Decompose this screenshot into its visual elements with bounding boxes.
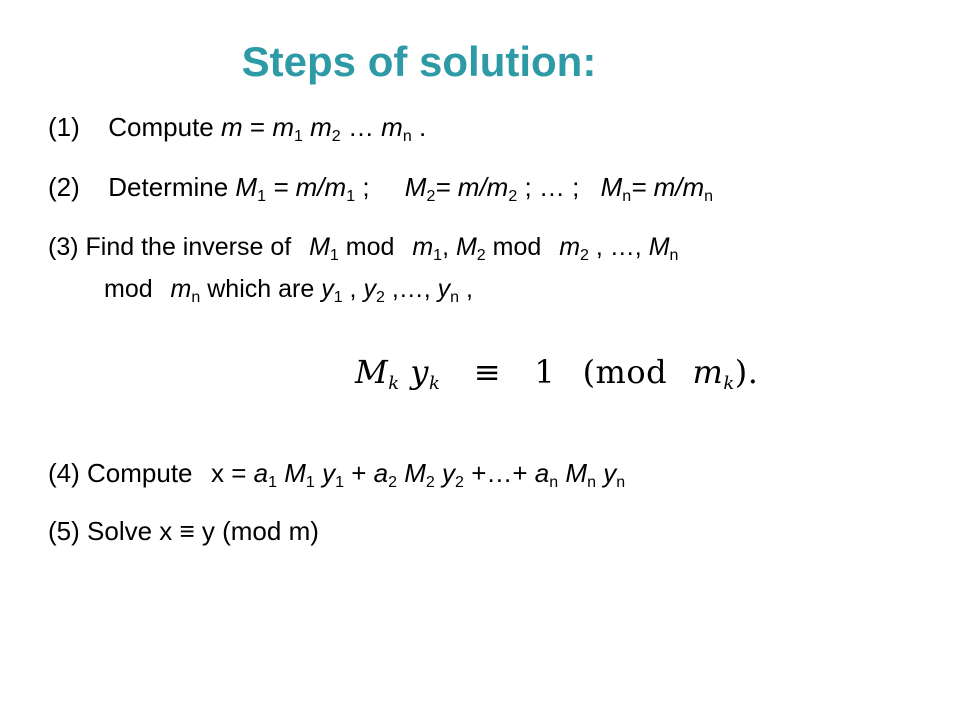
math-var: m	[412, 233, 434, 261]
math-var: y	[322, 458, 336, 488]
step-1	[48, 110, 426, 144]
subscript: n	[704, 188, 714, 205]
subscript: 2	[425, 474, 435, 491]
math-var: m	[559, 233, 581, 261]
step-2-verb: Determine	[108, 172, 229, 202]
math-var: M	[565, 458, 588, 488]
math-var: m	[272, 112, 294, 142]
subscript: n	[587, 474, 596, 491]
mod-word: mod	[345, 233, 395, 261]
math-var: M	[455, 233, 477, 261]
subscript: 1	[329, 247, 339, 264]
step-number: (3)	[48, 233, 79, 261]
step-3: (3) Find the inverse of $M_1$ mod $m_1$, $M_2$ mod $m_2$ , …, $M_n$	[48, 230, 678, 264]
subscript: n	[622, 188, 632, 205]
math-var: y	[437, 275, 451, 303]
subscript: 1	[268, 474, 278, 491]
math-var: y	[603, 458, 617, 488]
math-var: M	[309, 233, 330, 261]
lhs: x =	[210, 458, 247, 488]
math-var: y	[363, 275, 376, 303]
ellipsis: …	[347, 112, 374, 142]
subscript: n	[616, 474, 626, 491]
subscript: n	[402, 128, 412, 145]
equals-sign: =	[249, 112, 266, 142]
step-4	[48, 456, 625, 490]
math-var: M	[404, 172, 427, 202]
math-var: M	[648, 233, 670, 261]
math-var: m	[170, 275, 192, 303]
step-number: (4)	[48, 458, 80, 488]
math-var: y	[410, 353, 429, 391]
step-number: (1)	[48, 112, 80, 142]
step-1-verb: Compute	[108, 112, 214, 142]
plus-sign: +	[351, 458, 367, 488]
step-2	[48, 170, 713, 204]
separator: ;	[362, 172, 370, 202]
ellipsis: ,…,	[391, 275, 431, 303]
subscript: 1	[257, 188, 266, 205]
subscript: 1	[346, 188, 356, 205]
congruence-formula	[355, 352, 758, 392]
slide-title: Steps of solution:	[241, 38, 597, 85]
math-var: M	[235, 172, 258, 202]
math-var: M	[600, 172, 623, 202]
math-var: a	[253, 458, 269, 488]
math-var: M	[284, 458, 306, 488]
step-number: (5)	[48, 516, 80, 546]
math-var: a	[534, 458, 550, 488]
subscript: 2	[476, 247, 486, 264]
step-5-text: Solve x ≡ y (mod m)	[87, 516, 319, 546]
math-var: y	[442, 458, 456, 488]
subscript: 1	[335, 474, 344, 491]
math-var: M	[404, 458, 426, 488]
subscript: n	[549, 474, 559, 491]
math-var: m	[381, 112, 403, 142]
mod-open: (mod	[582, 353, 668, 391]
math-expr: = m/m	[631, 172, 705, 202]
subscript: n	[191, 289, 201, 306]
subscript: 2	[375, 289, 385, 306]
math-var: m	[692, 353, 724, 391]
step-3-text: Find the inverse of	[85, 233, 292, 261]
math-var: m	[220, 112, 243, 142]
math-expr: = m/m	[273, 172, 347, 202]
subscript: 2	[455, 474, 464, 491]
period: .	[418, 112, 427, 142]
subscript: 2	[580, 247, 589, 264]
separator: ; … ;	[524, 172, 580, 202]
step-5	[48, 514, 319, 548]
mod-close: ).	[734, 353, 759, 391]
math-var: M	[355, 353, 389, 391]
mid-ellipsis: +…+	[471, 458, 528, 488]
subscript: 1	[305, 474, 315, 491]
subscript: 1	[293, 128, 303, 145]
subscript: k	[428, 373, 441, 394]
equiv-sign: ≡	[473, 353, 502, 391]
subscript: n	[450, 289, 460, 306]
math-expr: = m/m	[435, 172, 509, 202]
math-var: m	[310, 112, 332, 142]
mod-word: mod	[492, 233, 542, 261]
subscript: 1	[333, 289, 343, 306]
ellipsis: …,	[609, 233, 642, 261]
which-text: which are	[207, 275, 315, 303]
mod-word: mod	[104, 275, 153, 303]
step-3-continuation: mod $m_n$ which are $y_1$ , $y_2$ ,…, $y_n$ ,	[104, 275, 473, 306]
step-4-verb: Compute	[87, 458, 193, 488]
subscript: 1	[433, 247, 443, 264]
subscript: 2	[508, 188, 518, 205]
step-number: (2)	[48, 172, 80, 202]
subscript: k	[388, 373, 400, 394]
subscript: 2	[426, 188, 436, 205]
subscript: 2	[388, 474, 397, 491]
subscript: n	[669, 247, 679, 264]
subscript: k	[723, 373, 735, 394]
math-var: y	[321, 275, 334, 303]
one: 1	[534, 353, 556, 391]
math-var: a	[373, 458, 389, 488]
subscript: 2	[331, 128, 341, 145]
